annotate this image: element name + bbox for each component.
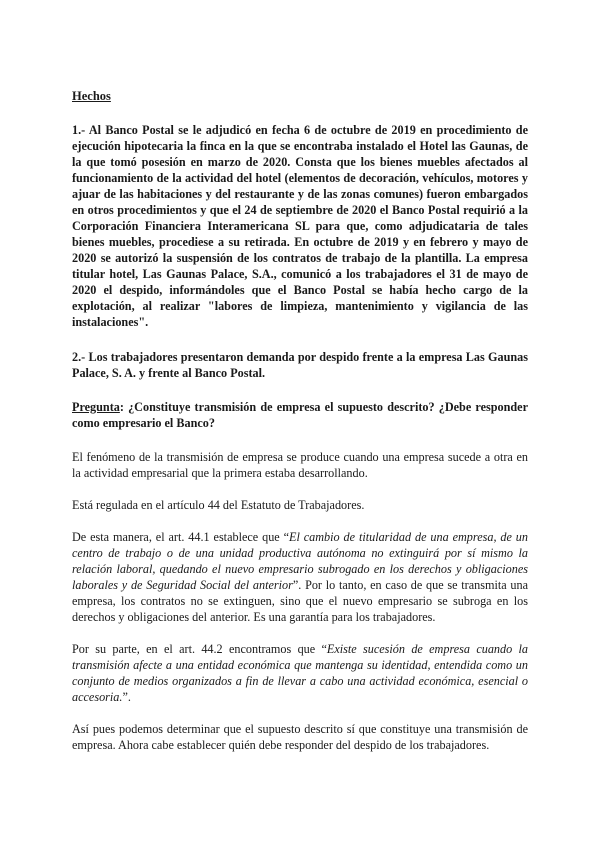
document-body [72,89,528,769]
question-text: : ¿Constituye transmisión de empresa el supuesto descrito? ¿Debe responder como empresario el Banco? [72,400,528,430]
fact-paragraph-1: 1.- Al Banco Postal se le adjudicó en fecha 6 de octubre de 2019 en procedimiento de ejecución hipotecaria la finca en la que se encontraba instalado el Hotel las Gaunas, de la que tomó posesión en marzo de 2020. Consta que los bienes muebles afectados al funcionamiento de la actividad del hotel (elementos de decoración, vehículos, motores y ajuar de las habitaciones y del restaurante y de las zonas comunes) fueron embargados en otros procedimientos y que el 24 de septiembre de 2020 el Banco Postal requirió a la Corporación Financiera Interamericana SL para que, como adjudicataria de tales bienes muebles, procediese a su retirada. En octubre de 2019 y en febrero y mayo de 2020 se autorizó la suspensión de los contratos de trabajo de la plantilla. La empresa titular hotel, Las Gaunas Palace, S.A., comunicó a los trabajadores el 31 de mayo de 2020 el despido, informándoles que el Banco Postal se había hecho cargo de la explotación, al realizar "labores de limpieza, mantenimiento y vigilancia de las instalaciones". [72,123,528,329]
answer-4-intro: Por su parte, en el art. 44.2 encontramos que “ [72,642,327,656]
answer-paragraph-4 [72,641,528,705]
answer-paragraph-2: Está regulada en el artículo 44 del Estatuto de Trabajadores. [72,498,365,512]
fact-paragraph-2: 2.- Los trabajadores presentaron demanda por despido frente a la empresa Las Gaunas Palace, S. A. y frente al Banco Postal. [72,350,528,380]
answer-3-intro: De esta manera, el art. 44.1 establece que “ [72,530,290,544]
question-paragraph [72,399,528,431]
question-label: Pregunta [72,400,120,414]
section-heading: Hechos [72,89,111,103]
answer-paragraph-5: Así pues podemos determinar que el supuesto descrito sí que constituye una transmisión de empresa. Ahora cabe establecer quién debe responder del despido de los trabajadores. [72,722,528,752]
answer-4-rest: ”. [122,690,131,704]
answer-paragraph-1: El fenómeno de la transmisión de empresa se produce cuando una empresa sucede a otra en la actividad empresarial que la primera estaba desarrollando. [72,450,528,480]
article-44-2-quote: Existe sucesión de empresa cuando la transmisión afecte a una entidad económica que mantenga su identidad, entendida como un conjunto de medios organizados a fin de llevar a cabo una actividad económica, esencial o accesoria. [72,642,529,704]
answer-paragraph-3 [72,529,528,625]
answer-3-rest: ”. Por lo tanto, en caso de que se transmita una empresa, los contratos no se extinguen, sino que el nuevo empresario se subroga en los derechos y obligaciones del anterior. Es una garantía para los trabajadores. [72,578,528,624]
article-44-1-quote: El cambio de titularidad de una empresa, de un centro de trabajo o de una unidad productiva autónoma no extinguirá por sí mismo la relación laboral, quedando el nuevo empresario subrogado en los derechos y obligaciones laborales y de Seguridad Social del anterior [72,530,528,592]
